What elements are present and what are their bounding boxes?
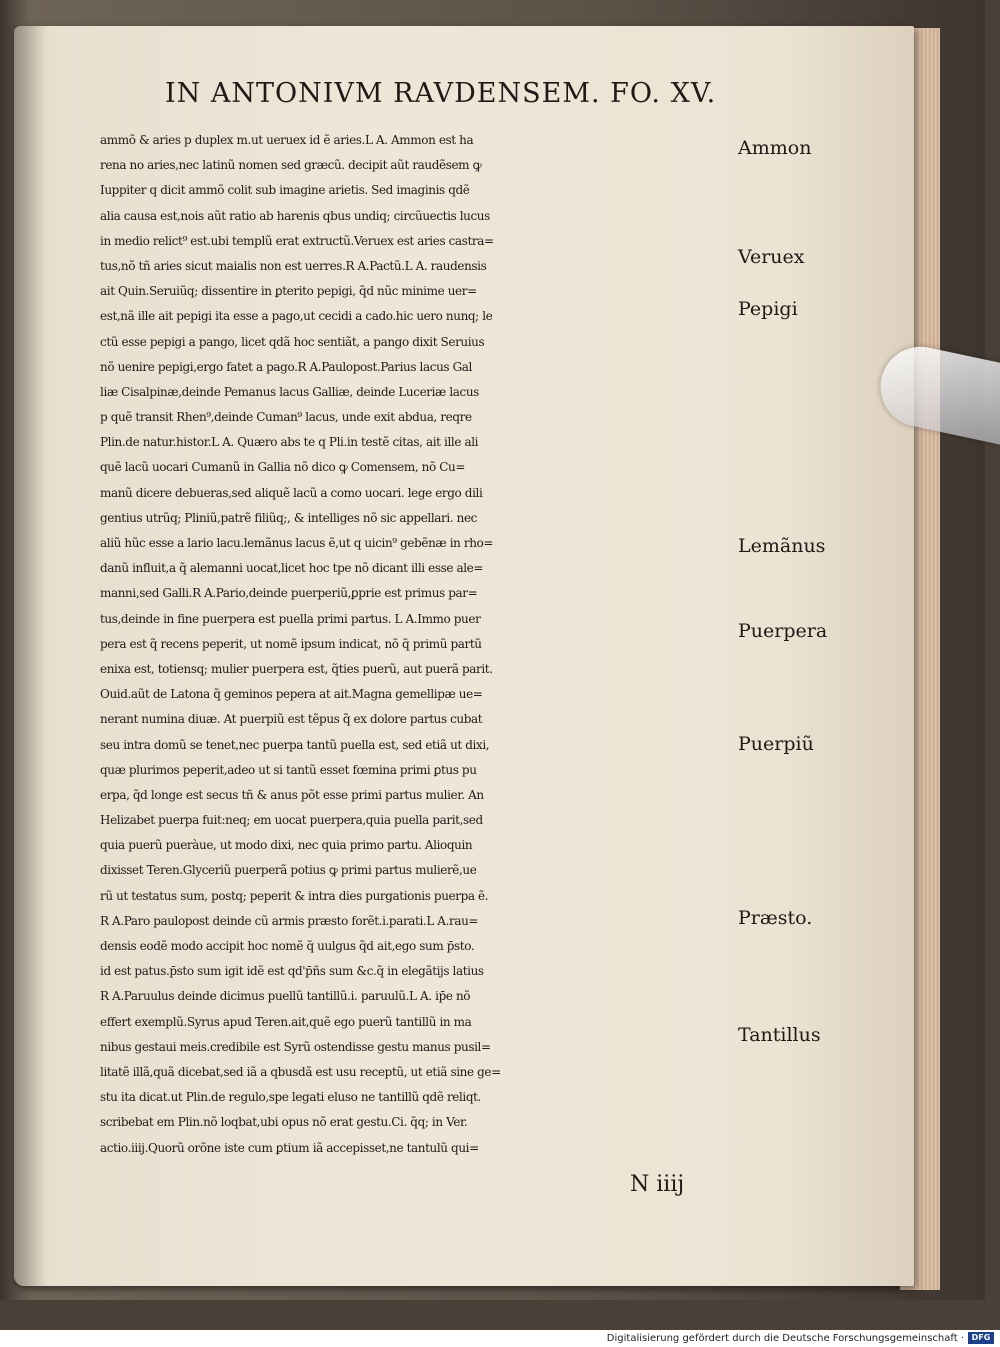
text-line: nibus gestaui meis.credibile est Syrũ ostendisse gestu manus pusil= [100,1039,491,1054]
marginal-note-praesto: Præsto. [738,907,813,929]
text-line: quia puerũ pueràue, ut modo dixi, nec quia primo partu. Alioquin [100,838,473,853]
marginal-note-ammon: Ammon [738,137,812,159]
marginal-note-puerpera: Puerpera [738,620,828,642]
text-line: id est patus.p̄sto sum igit idẽ est qd'p̄ñs sum &c.q̃ in elegãtijs latius [100,964,484,979]
footer-credit: Digitalisierung gefördert durch die Deutsche Forschungsgemeinschaft · [606,1333,964,1344]
text-line: dixisset Teren.Glyceriũ puerperã potius ꝙ primi partus mulierẽ,ue [100,863,477,878]
signature-mark: N iiij [630,1172,685,1197]
text-line: ait Quin.Seruiũq; dissentire in ꝑterito pepigi, q̃d nũc minime uer= [100,284,477,299]
text-line: actio.iiij.Quorũ orõne iste cum ꝑtium iã accepisset,ne tantulũ qui= [100,1140,479,1155]
text-line: rena no aries,nec latinũ nomen sed græcũ. decipit aũt raudẽsem ꝙ [100,158,482,173]
text-line: aliũ hũc esse a lario lacu.lemãnus lacus ẽ,ut q uicin⁹ gebẽnæ in rho= [100,536,494,550]
text-line: liæ Cisalpinæ,deinde Pemanus lacus Galliæ, deinde Luceriæ lacus [100,384,479,399]
text-line: quẽ lacũ uocari Cumanũ in Gallia nõ dico ꝙ Comensem, nõ Cu= [100,460,466,475]
text-line: stu ita dicat.ut Plin.de regulo,spe legati eluso ne tantillũ qdẽ reliqt. [100,1090,481,1105]
text-line: pera est q̃ recens peperit, ut nomẽ ipsum indicat, nõ q̃ primũ partũ [100,636,482,651]
marginal-note-pepigi: Pepigi [738,298,798,320]
text-line: scribebat em Plin.nõ loqbat,ubi opus nõ erat gestu.Ci. q̃q; in Ver. [100,1115,468,1130]
text-line: nerant numina diuæ. At puerpiũ est tẽpus q̃ ex dolore partus cubat [100,712,483,727]
dfg-logo: DFG [968,1332,994,1344]
text-line: Iuppiter q dicit ammõ colit sub imagine arietis. Sed imaginis qdẽ [100,183,470,198]
marginal-note-tantillus: Tantillus [738,1024,821,1046]
text-line: tus,deinde in fine puerpera est puella primi partus. L A.Immo puer [100,611,481,626]
text-line: R A.Paruulus deinde dicimus puellũ tantillũ.i. paruulũ.L A. ip̄e nõ [100,989,471,1004]
running-header: IN ANTONIVM RAVDENSEM. FO. XV. [165,78,717,109]
marginal-note-puerpium: Puerpiũ [738,733,814,755]
text-line: R A.Paro paulopost deinde cũ armis præsto forẽt.i.parati.L A.rau= [100,913,479,928]
text-line: densis eodẽ modo accipit hoc nomẽ q̃ uulgus q̃d ait,ego sum p̄sto. [100,939,475,953]
text-line: tus,nõ tñ aries sicut maialis non est uerres.R A.Pactũ.L A. raudensis [100,258,487,273]
text-line: seu intra domũ se tenet,nec puerpa tantũ puella est, sed etiã ut dixi, [100,737,490,752]
text-line: effert exemplũ.Syrus apud Teren.ait,quẽ ego puerũ tantillũ in ma [100,1014,472,1029]
text-line: p quẽ transit Rhen⁹,deinde Cuman⁹ lacus, unde exit abdua, reqre [100,410,472,425]
text-line: est,nã ille ait pepigi ita esse a pago,ut cecidi a cado.hic uero nunq; le [100,309,493,324]
text-line: nõ uenire pepigi,ergo fatet a pago.R A.Paulopost.Parius lacus Gal [100,359,472,374]
page-gutter-shadow [14,26,44,1286]
text-line: erpa, q̃d longe est secus tñ & anus põt esse primi partus mulier. An [100,787,484,802]
text-line: Helizabet puerpa fuit:neq; em uocat puerpera,quia puella parit,sed [100,813,483,828]
marginal-note-veruex: Veruex [738,246,805,268]
footer-bar [0,1330,1000,1347]
text-line: gentius utrũq; Pliniũ,patrẽ filiũq;, & intelliges nõ sic appellari. nec [100,510,477,525]
text-line: ctũ esse pepigi a pango, licet qdã hoc sentiãt, a pango dixit Seruius [100,334,485,349]
text-line: litatẽ illã,quã dicebat,sed iã a qbusdã est usu receptũ, ut etiã sine ge= [100,1064,501,1079]
text-line: rũ ut testatus sum, postq; peperit & intra dies purgationis puerpa ẽ. [100,888,489,903]
text-line: ammõ & aries p duplex m.ut ueruex id ẽ aries.L A. Ammon est ha [100,133,474,147]
text-line: in medio relict⁹ est.ubi templũ erat extructũ.Veruex est aries castra= [100,233,494,248]
body-text [100,128,740,1161]
text-line: manũ dicere debueras,sed aliquẽ lacũ a como uocari. lege ergo dili [100,485,483,500]
text-line: Plin.de natur.histor.L A. Quæro abs te q Pli.in testẽ citas, ait ille ali [100,435,479,450]
text-line: Ouid.aũt de Latona q̃ geminos pepera at ait.Magna gemellipæ ue= [100,687,483,702]
text-line: quæ plurimos peperit,adeo ut si tantũ esset fœmina primi ꝑtus pu [100,762,477,777]
text-line: manni,sed Galli.R A.Pario,deinde puerperiũ,ꝑprie est primus par= [100,586,478,601]
text-line: alia causa est,nois aũt ratio ab harenis qbus undiq; circũuectis lucus [100,208,490,223]
text-line: enixa est, totiensq; mulier puerpera est, q̃ties puerũ, aut puerã parit. [100,661,493,676]
text-line: danũ influit,a q̃ alemanni uocat,licet hoc tpe nõ dicant illi esse ale= [100,561,484,576]
marginal-note-lemanus: Lemãnus [738,535,826,557]
